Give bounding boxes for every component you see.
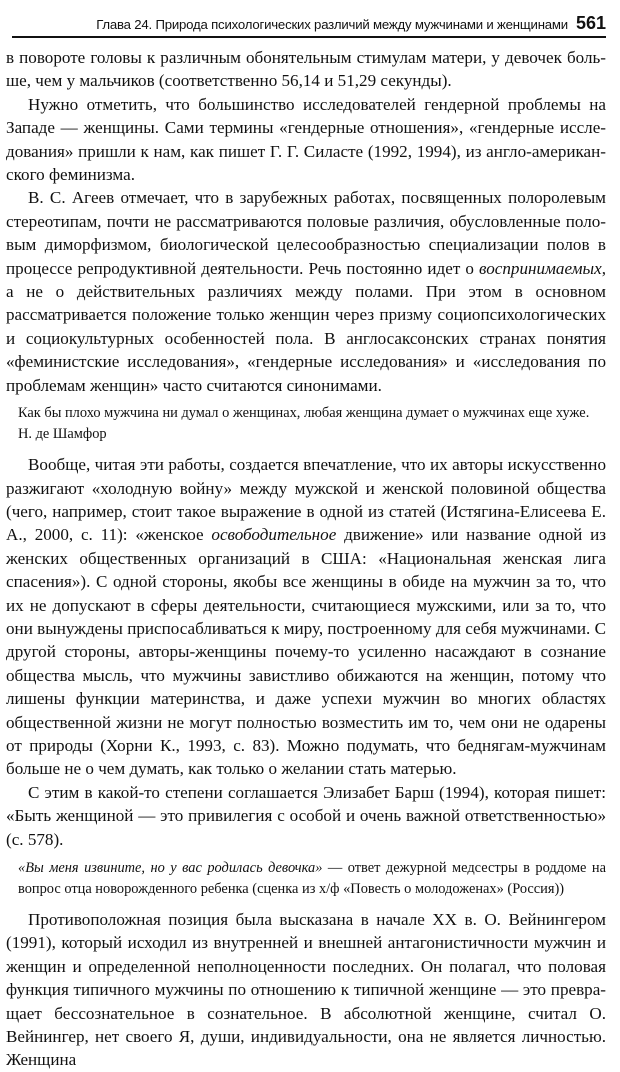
paragraph-4-part-a: Вообще, читая эти работы, создается впечатление, что их авторы искусственно разжигают «холодную войну» между мужской и женской половиной общества (чего, например, стоит такое выражение в одной из статей (Истягина-Елисеева Е. А., 2000, с. 11): «женское xyxy=(6,455,606,545)
epigraph-text: Как бы плохо мужчина ни думал о женщинах, любая женщина думает о мужчинах еще хуже. xyxy=(18,405,590,422)
paragraph-3-part-b: , а не о действительных различиях между полами. При этом в основном рассматривается положение только женщин через призму социопсихологических и социокультурных особенностей пола. В англосаксонских странах понятия «феминистские исследования», «гендерные исследования» и «исследования по проблемам женщин» часто считаются синонимами. xyxy=(6,258,606,395)
paragraph-2: Нужно отметить, что большинство исследователей гендерной проблемы на Западе — женщины. Сами термины «гендерные отношения», «гендерные исследования» пришли к нам, как пишет Г. Г. Силасте (1992, 1994), из англо-американского феминизма. xyxy=(6,94,606,185)
page-header xyxy=(12,0,606,38)
paragraph-3 xyxy=(6,186,606,397)
paragraph-3-part-a: В. С. Агеев отмечает, что в зарубежных работах, посвященных полоролевым стереотипам, почти не рассматриваются половые различия, обусловленные половым диморфизмом, биологической целесообразностью специализации полов в процессе репродуктивной деятельности. Речь постоянно идет о xyxy=(6,188,606,278)
paragraph-4 xyxy=(6,453,606,781)
page-body xyxy=(6,38,606,1072)
page-number: 561 xyxy=(575,13,606,33)
paragraph-3-emphasis: воспринимаемых xyxy=(479,258,602,278)
paragraph-4-part-b: движение» или название одной из женских общественных организаций в США: «Национальная женская лига спасения»). С одной стороны, якобы все женщины в обиде на мужчин за то, что их не допускают в сферы деятельности, считающиеся мужскими, или за то, что они вынуждены приспосабливаться к миру, построенному для себя мужчинами. С другой стороны, авторы-женщины почему-то усиленно насаждают в сознание общества мысль, что мужчины завистливо обижаются на женщин, потому что лишены функции материнства, и даже успехи мужчин во многих областях общественной жизни не могут полностью возместить им то, чем они не одарены от природы (Хорни К., 1993, с. 83). Можно подумать, что беднягам-мужчинам больше не о чем думать, как только о желании стать матерью. xyxy=(6,525,606,779)
inset-quote-rest: — ответ дежурной медсестры в роддоме на вопрос отца новорожденного ребенка (сценка из х/ф «Повесть о молодоженах» (Россия)) xyxy=(18,860,606,897)
epigraph-author: Н. де Шамфор xyxy=(18,426,107,443)
running-title: Глава 24. Природа психологических различий между мужчинами и женщинами xyxy=(96,17,568,32)
inset-quote-italic: «Вы меня извините, но у вас родилась девочка» xyxy=(18,860,323,876)
inset-quote xyxy=(6,858,606,900)
paragraph-4-emphasis: освободительное xyxy=(211,525,337,545)
inset-quote-text xyxy=(18,858,606,900)
paragraph-6: Противоположная позиция была высказана в начале XX в. О. Вейнингером (1991), который исходил из внутренней и внешней антагонистичности мужчин и женщин и определенной неполноценности последних. Он полагал, что половая функция типичного мужчины по отношению к типичной женщине — это превращает бессознательное в сознательное. В абсолютной женщине, считал О. Вейнингер, нет своего Я, души, индивидуальности, она не является личностью. Женщина xyxy=(6,910,606,1070)
paragraph-1: в повороте головы к различным обонятельным стимулам матери, у девочек больше, чем у мальчиков (соответственно 56,14 и 51,29 секунды). xyxy=(6,48,606,91)
epigraph-quote xyxy=(6,403,606,445)
paragraph-5: С этим в какой-то степени соглашается Элизабет Барш (1994), которая пишет: «Быть женщиной — это привилегия с особой и очень важной ответственностью» (с. 578). xyxy=(6,782,606,849)
